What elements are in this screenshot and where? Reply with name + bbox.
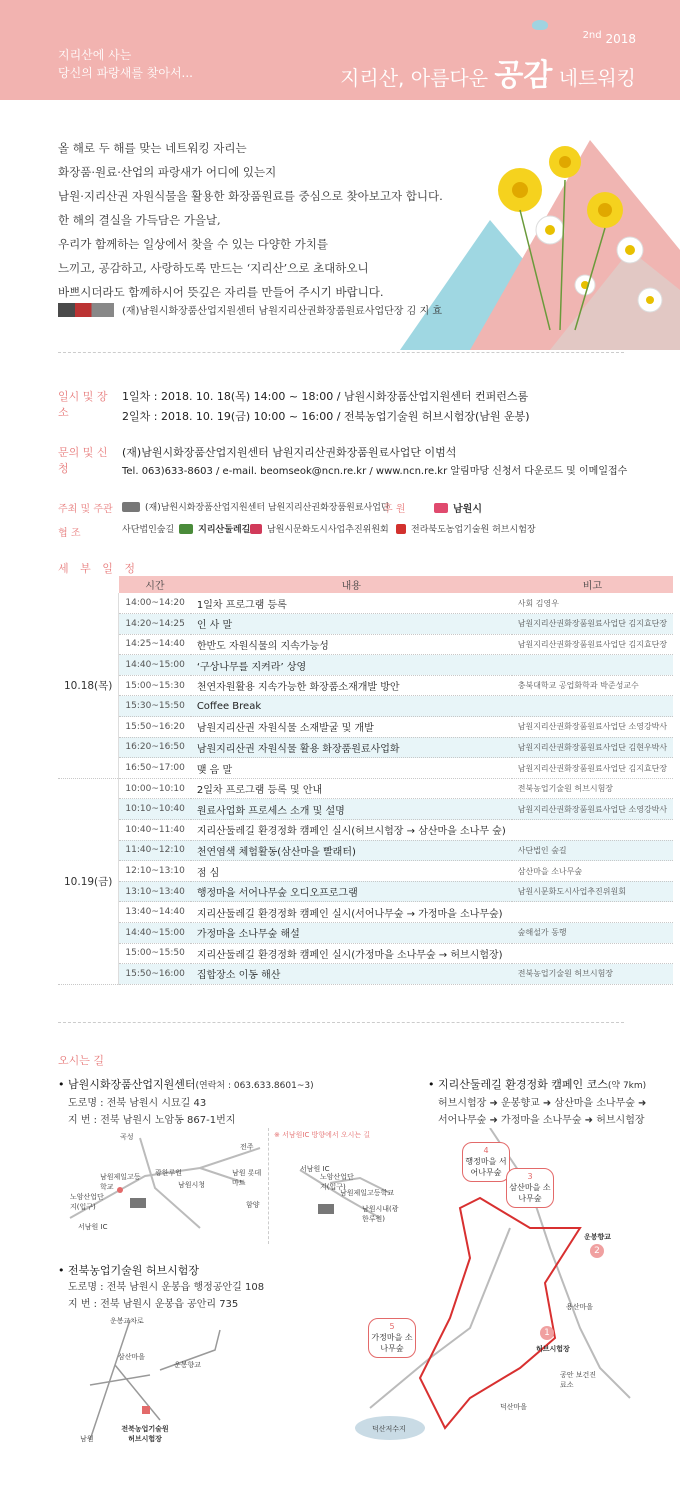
schedule-content: 점 심 [191, 861, 512, 882]
course-route-line2: 서어나무숲 ➜ 가정마을 소나무숲 ➜ 허브시험장 [438, 1115, 645, 1126]
intro-line: 화장품·원료·산업의 파랑새가 어디에 있는지 [58, 165, 277, 179]
host-org [122, 500, 390, 513]
point-number: 3 [527, 1172, 533, 1181]
map-label-school: 남원제일고등학교 [100, 1173, 141, 1191]
map2-label-school: 남원제일고등학교 [340, 1189, 395, 1197]
schedule-time: 10:40~11:40 [119, 820, 191, 841]
schedule-note: 남원지리산권화장품원료사업단 김지효단장 [512, 758, 673, 779]
schedule-time: 10:00~10:10 [119, 778, 191, 799]
schedule-note: 남원지리산권화장품원료사업단 김지효단장 [512, 614, 673, 635]
intro-line: 느끼고, 공감하고, 사랑하도록 만드는 ‘지리산’으로 초대하오니 [58, 261, 369, 275]
contact-label: 문의 및 신청 [58, 446, 108, 475]
schedule-row [58, 634, 673, 655]
herb-station-marker-icon [142, 1406, 150, 1414]
schedule-row [58, 820, 673, 841]
schedule-note: 남원시문화도시사업추진위원회 [512, 881, 673, 902]
schedule-note: 사회 김영우 [512, 593, 673, 614]
map-divider [268, 1128, 269, 1244]
support-name: 남원시 [453, 504, 482, 515]
course-length: (약 7km) [607, 1081, 647, 1091]
schedule-content: 한반도 자원식물의 지속가능성 [191, 634, 512, 655]
schedule-time: 14:25~14:40 [119, 634, 191, 655]
schedule-time: 14:40~15:00 [119, 923, 191, 944]
schedule-note [512, 902, 673, 923]
schedule-time: 15:00~15:30 [119, 675, 191, 696]
schedule-content: 천연염색 체험활동(삼산마을 빨래터) [191, 840, 512, 861]
map-label-jeonju: 전주 [240, 1143, 254, 1151]
schedule-note [512, 655, 673, 676]
ncn-logo-icon [58, 303, 114, 317]
support-label: 후 원 [383, 504, 406, 515]
point-label: 가정마을 소나무숲 [371, 1333, 413, 1353]
schedule-content: 남원지리산권 자원식물 활용 화장품원료사업화 [191, 737, 512, 758]
route-line [420, 1198, 580, 1428]
map-label-cityhall: 남원시청 [178, 1181, 206, 1189]
herb-lot-address: 지 번 : 전북 남원시 운봉읍 공안리 735 [68, 1299, 239, 1310]
contact-details[interactable]: Tel. 063)633-8603 / e-mail. beomseok@ncn.re.kr / www.ncn.re.kr 알림마당 신청서 다운로드 및 이메일접수 [122, 466, 628, 477]
signature [58, 302, 442, 317]
coop-org-2 [250, 522, 389, 535]
route-point-3 [506, 1168, 554, 1208]
schedule-time: 16:50~17:00 [119, 758, 191, 779]
schedule-time: 12:10~13:10 [119, 861, 191, 882]
schedule-note: 충북대학교 공업화학과 박준성교수 [512, 675, 673, 696]
coop-logo-text-1: 지리산둘레길 [198, 525, 251, 535]
course-title: • 지리산둘레길 환경정화 캠페인 코스 [428, 1078, 608, 1091]
schedule-note: 남원지리산권화장품원료사업단 김지효단장 [512, 634, 673, 655]
schedule-content: 원료사업화 프로세스 소개 및 설명 [191, 799, 512, 820]
header-tagline [58, 46, 193, 82]
note-header: 비고 [512, 576, 673, 593]
intro-line: 우리가 함께하는 일상에서 찾을 수 있는 다양한 가치를 [58, 237, 328, 251]
center-phone: (연락처 : 063.633.8601~3) [195, 1081, 314, 1091]
map-label-lottemart: 남원 롯데마트 [232, 1169, 262, 1187]
edition-year [340, 30, 636, 46]
schedule-content: 지리산둘레길 환경정화 캠페인 실시(가정마을 소나무숲 → 허브시험장) [191, 943, 512, 964]
date-place-label: 일시 및 장소 [58, 390, 108, 419]
edition-label: 2nd [582, 30, 602, 41]
schedule-note [512, 820, 673, 841]
coop-name-2: 남원시문화도시사업추진위원회 [267, 525, 389, 535]
contact-person: (재)남원시화장품산업지원센터 남원지리산권화장품원료사업단 이범석 [122, 446, 457, 459]
map3-label-samsan: 삼산마을 [118, 1353, 146, 1361]
schedule-content: 가정마을 소나무숲 해설 [191, 923, 512, 944]
schedule-content: 맺 음 말 [191, 758, 512, 779]
agri-center-logo-icon [396, 524, 406, 534]
namwon-city-logo-icon [434, 503, 448, 513]
host-name: (재)남원시화장품산업지원센터 남원지리산권화장품원료사업단 [145, 503, 390, 513]
schedule-row [58, 799, 673, 820]
map-label-hamyang: 함양 [246, 1201, 260, 1209]
schedule-note: 남원지리산권화장품원료사업단 김현우박사 [512, 737, 673, 758]
schedule-content: 남원지리산권 자원식물 소재발굴 및 개발 [191, 717, 512, 738]
schedule-time: 14:40~15:00 [119, 655, 191, 676]
host-label: 주최 및 주관 [58, 504, 113, 515]
schedule-note: 삼산마을 소나무숲 [512, 861, 673, 882]
schedule-content: 집합장소 이동 해산 [191, 964, 512, 985]
signature-text: (재)남원시화장품산업지원센터 남원지리산권화장품원료사업단장 김 지 효 [122, 306, 442, 317]
schedule-row [58, 902, 673, 923]
schedule-row [58, 861, 673, 882]
point-number: 4 [483, 1146, 489, 1155]
time-header: 시간 [119, 576, 191, 593]
schedule-content: 1일차 프로그램 등록 [191, 593, 512, 614]
map-label-industrial-complex: 노암산업단지(입구) [70, 1193, 104, 1211]
culture-city-logo-icon [250, 524, 262, 534]
schedule-table [58, 576, 673, 985]
center-detail-icon [318, 1204, 334, 1214]
route-label-yongsan: 용산마을 [566, 1303, 594, 1311]
day2-info: 2일차 : 2018. 10. 19(금) 10:00 ~ 16:00 / 전북농업기술원 허브시험장(남원 운봉) [122, 410, 530, 423]
date-header [58, 576, 119, 593]
map3-label-namwon: 남원 [80, 1435, 94, 1443]
intro-line: 올 해로 두 해를 맞는 네트워킹 자리는 [58, 141, 247, 155]
schedule-content: ‘구상나무를 지켜라’ 상영 [191, 655, 512, 676]
center-location-icon [130, 1198, 146, 1208]
schedule-content: 인 사 말 [191, 614, 512, 635]
schedule-time: 15:50~16:20 [119, 717, 191, 738]
content-header: 내용 [191, 576, 512, 593]
tagline-line2: 당신의 파랑새를 찾아서... [58, 66, 193, 80]
schedule-note [512, 696, 673, 717]
schedule-row [58, 737, 673, 758]
map3-label-intersection: 운봉교차로 [110, 1317, 144, 1325]
address-cosmetics-center [58, 1076, 314, 1129]
coop-org-1 [122, 522, 250, 535]
schedule-note: 전북농업기술원 허브시험장 [512, 964, 673, 985]
intro-line: 바쁘시더라도 함께하시어 뜻깊은 자리를 만들어 주시기 바랍니다. [58, 285, 384, 299]
schedule-date: 10.19(금) [58, 778, 119, 984]
map3-label-herb-station: 전북농업기술원 허브시험장 [121, 1425, 169, 1443]
schedule-time: 14:20~14:25 [119, 614, 191, 635]
schedule-time: 10:10~10:40 [119, 799, 191, 820]
coop-org-3 [396, 522, 536, 535]
schedule-row [58, 593, 673, 614]
invitation-text [58, 136, 443, 304]
schedule-row [58, 778, 673, 799]
schedule-row [58, 840, 673, 861]
schedule-date: 10.18(목) [58, 593, 119, 778]
ncn-small-logo-icon [122, 502, 140, 512]
title-suffix: 네트워킹 [552, 66, 636, 90]
organizers [58, 500, 624, 550]
route-pin-2: 2 [590, 1244, 604, 1258]
schedule-row [58, 943, 673, 964]
header-title-block [340, 30, 636, 94]
route-label-clinic: 공안 보건진료소 [560, 1371, 597, 1389]
schedule-time: 15:50~16:00 [119, 964, 191, 985]
schedule-content: 2일차 프로그램 등록 및 안내 [191, 778, 512, 799]
schedule-note: 전북농업기술원 허브시험장 [512, 778, 673, 799]
schedule-note: 남원지리산권화장품원료사업단 소영강박사 [512, 799, 673, 820]
schedule-row [58, 964, 673, 985]
support-org [434, 500, 482, 515]
point-label: 행정마을 서어나무숲 [465, 1157, 507, 1177]
map-note: ※ 서남원IC 방향에서 오시는 길 [274, 1131, 371, 1139]
map2-label-city: 남원시내(광한루원) [362, 1205, 399, 1223]
schedule-time: 13:40~14:40 [119, 902, 191, 923]
year-label: 2018 [605, 32, 636, 46]
directions-title: 오시는 길 [58, 1054, 105, 1067]
schedule-content: 천연자원활용 지속가능한 화장품소재개발 방안 [191, 675, 512, 696]
schedule-note: 사단법인 숲길 [512, 840, 673, 861]
coop-name-1: 사단법인숲길 [122, 525, 175, 535]
coop-label: 협 조 [58, 528, 81, 539]
route-label-herb-station: 허브시험장 [536, 1345, 570, 1353]
day1-info: 1일차 : 2018. 10. 18(목) 14:00 ~ 18:00 / 남원시화장품산업지원센터 컨퍼런스룸 [122, 390, 529, 403]
divider [58, 352, 624, 353]
divider [58, 1022, 624, 1023]
schedule-row [58, 675, 673, 696]
schedule-row [58, 758, 673, 779]
point-label: 삼산마을 소나무숲 [509, 1183, 551, 1203]
route-label-hyanggyo: 운봉향교 [584, 1233, 612, 1241]
center-lot-address: 지 번 : 전북 남원시 노암동 867-1번지 [68, 1115, 236, 1126]
schedule-note: 남원지리산권화장품원료사업단 소영강박사 [512, 717, 673, 738]
route-point-4 [462, 1142, 510, 1182]
bluebird-icon [532, 20, 548, 30]
map2-label-ic: 서남원 IC [300, 1165, 330, 1173]
center-name: • 남원시화장품산업지원센터 [58, 1078, 196, 1091]
coop-name-3: 전라북도농업기술원 허브시험장 [411, 525, 536, 535]
schedule-time: 15:30~15:50 [119, 696, 191, 717]
center-road-address: 도로명 : 전북 남원시 시묘길 43 [68, 1098, 207, 1109]
route-label-deoksan: 덕산마을 [500, 1403, 528, 1411]
address-herb-station [58, 1262, 264, 1313]
course-route-line1: 허브시험장 ➜ 운봉향교 ➜ 삼산마을 소나무숲 ➜ [438, 1098, 647, 1109]
map3-label-hyanggyo: 운봉향교 [174, 1361, 202, 1369]
schedule-content: Coffee Break [191, 696, 512, 717]
title-prefix: 지리산, 아름다운 [340, 66, 495, 90]
schedule-time: 16:20~16:50 [119, 737, 191, 758]
campaign-course [428, 1076, 646, 1129]
event-title [340, 50, 636, 94]
schedule-header-row [58, 576, 673, 593]
tagline-line1: 지리산에 사는 [58, 48, 132, 62]
map-label-gwanghallu: 광한루원 [155, 1169, 183, 1177]
schedule-time: 13:10~13:40 [119, 881, 191, 902]
schedule-row [58, 923, 673, 944]
schedule-content: 행정마을 서어나무숲 오디오프로그램 [191, 881, 512, 902]
intro-line: 한 해의 결실을 가득담은 가을날, [58, 213, 221, 227]
intro-line: 남원·지리산권 자원식물을 활용한 화장품원료를 중심으로 찾아보고자 합니다. [58, 189, 443, 203]
schedule-row [58, 717, 673, 738]
map-label-seonamwon-ic: 서남원 IC [78, 1223, 108, 1231]
schedule-time: 15:00~15:50 [119, 943, 191, 964]
point-number: 5 [389, 1322, 395, 1331]
schedule-content: 지리산둘레길 환경정화 캠페인 실시(허브시험장 → 삼산마을 소나무 숲) [191, 820, 512, 841]
route-label-reservoir: 덕산저수지 [372, 1425, 406, 1433]
title-emphasis: 공감 [494, 58, 553, 93]
schedule-row [58, 881, 673, 902]
herb-road-address: 도로명 : 전북 남원시 운봉읍 행정공안길 108 [68, 1282, 265, 1293]
schedule-row [58, 614, 673, 635]
schedule-title: 세 부 일 정 [58, 562, 139, 575]
route-pin-1: 1 [540, 1326, 554, 1340]
schedule-row [58, 696, 673, 717]
schedule-row [58, 655, 673, 676]
schedule-note: 숲해설가 동행 [512, 923, 673, 944]
schedule-content: 지리산둘레길 환경정화 캠페인 실시(서어나무숲 → 가정마을 소나무숲) [191, 902, 512, 923]
schedule-time: 11:40~12:10 [119, 840, 191, 861]
header-banner [0, 0, 680, 100]
schedule-note [512, 943, 673, 964]
map2-label-complex: 노암산업단지(입구) [320, 1173, 354, 1191]
jirisan-trail-logo-icon [179, 524, 193, 534]
herb-station-name: • 전북농업기술원 허브시험장 [58, 1264, 199, 1277]
map-label-gokseong: 곡성 [120, 1133, 134, 1141]
route-point-5 [368, 1318, 416, 1358]
schedule-time: 14:00~14:20 [119, 593, 191, 614]
